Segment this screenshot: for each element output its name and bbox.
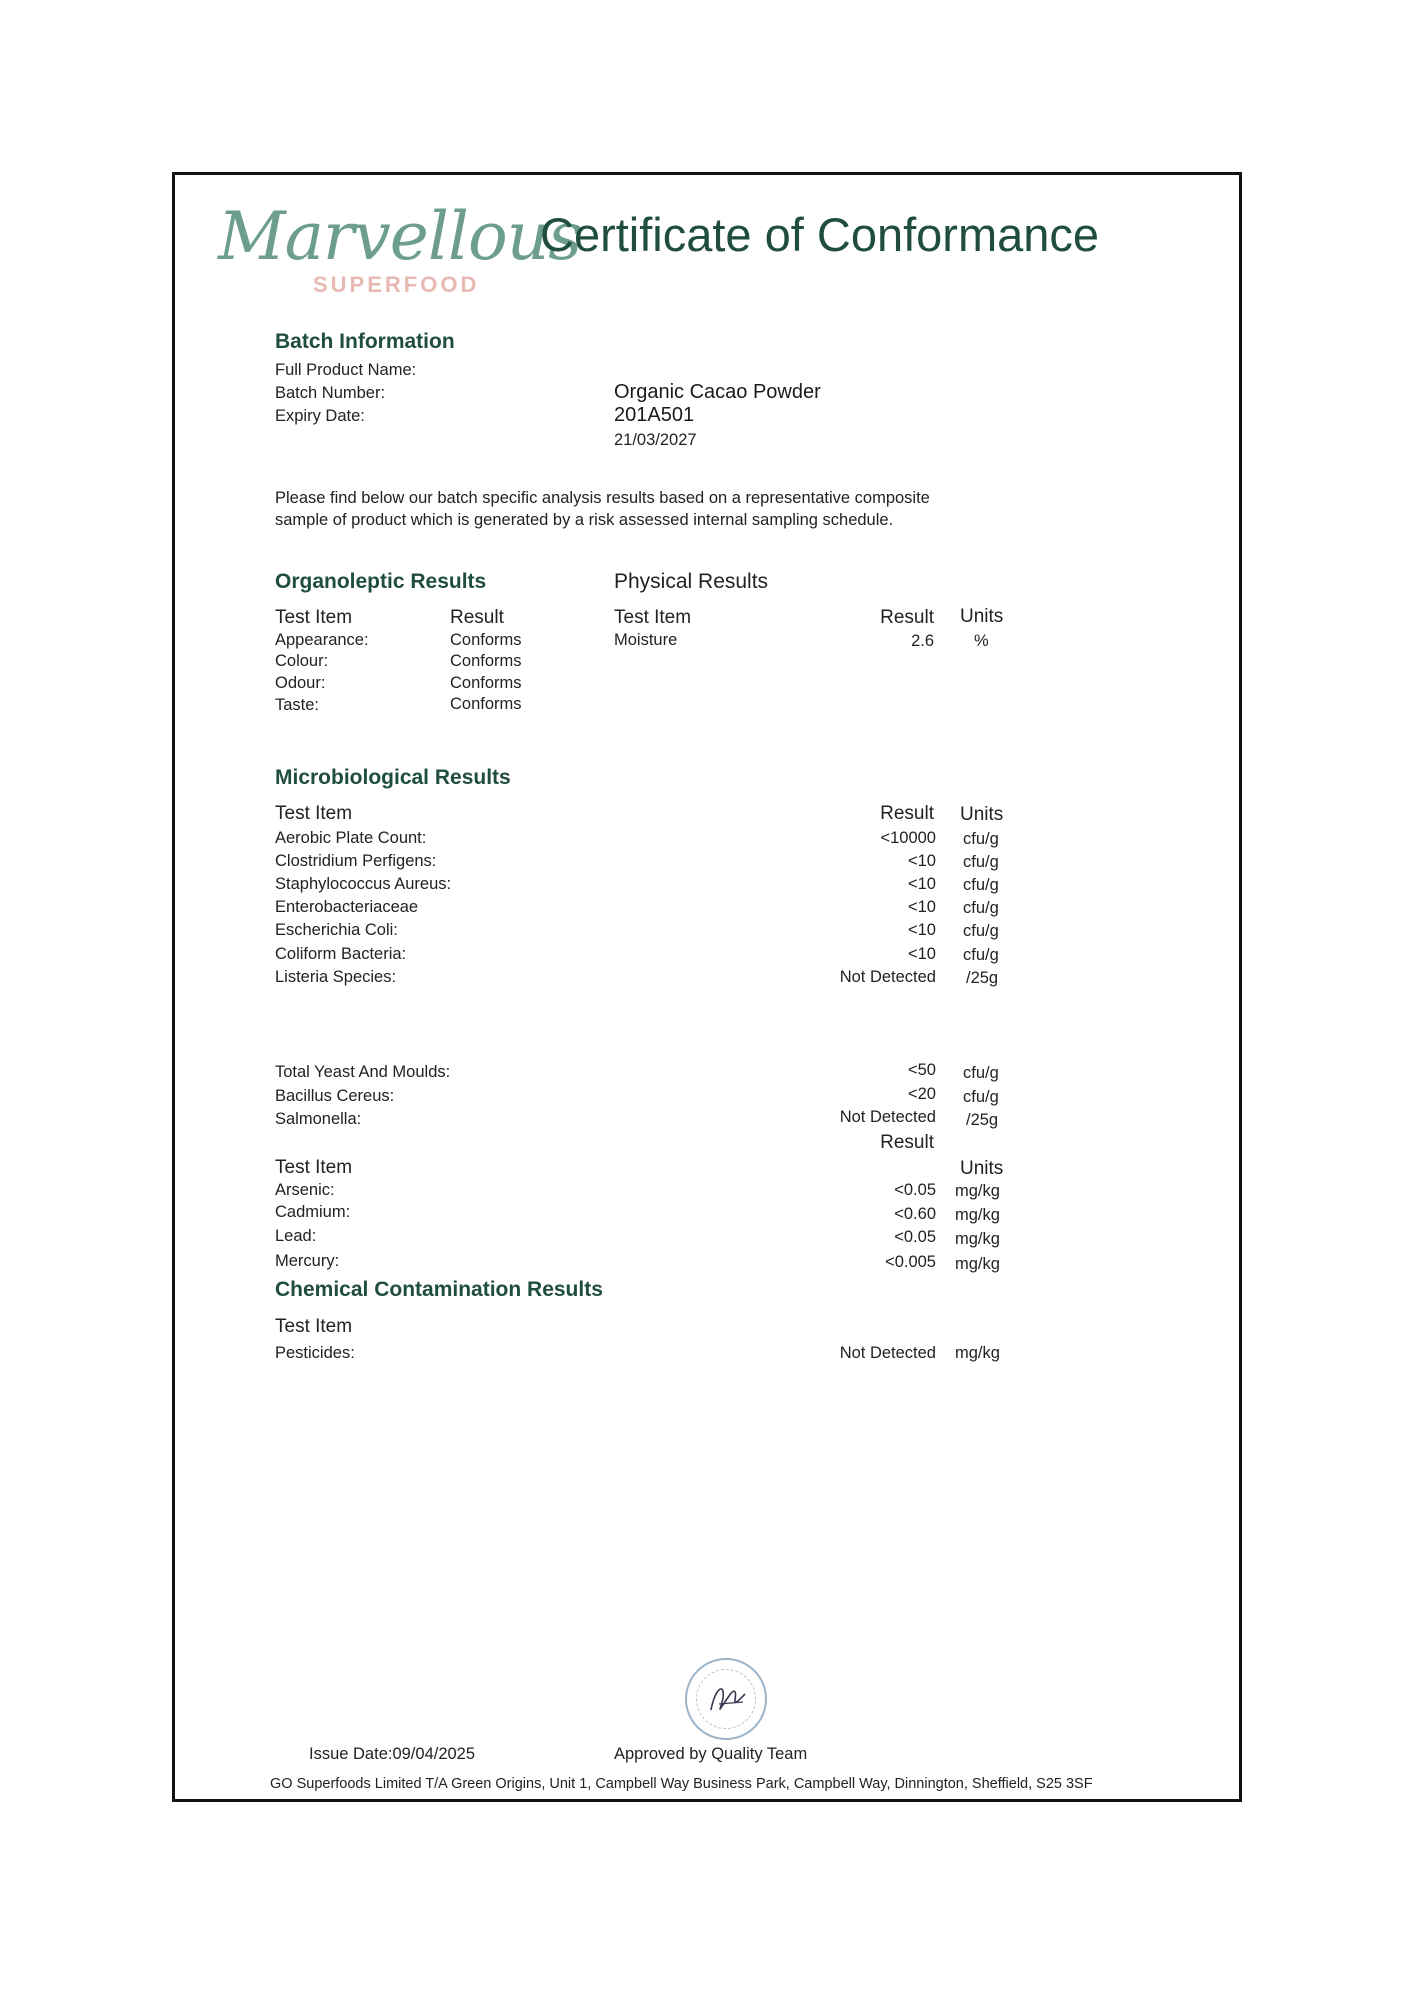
table-row-item: Coliform Bacteria:: [275, 945, 407, 963]
table-row-units: cfu/g: [963, 922, 999, 940]
table-row-item: Odour:: [275, 674, 326, 692]
table-row-item: Listeria Species:: [275, 968, 397, 986]
table-row-units: cfu/g: [963, 1088, 999, 1106]
table-row-result: <10: [908, 875, 936, 893]
label-expiry-date: Expiry Date:: [275, 407, 365, 425]
table-row-result: 2.6: [911, 632, 934, 650]
metals-col-result: Result: [880, 1132, 934, 1153]
physical-col-result: Result: [880, 607, 934, 628]
physical-heading: Physical Results: [614, 570, 769, 593]
expiry-date-value: 21/03/2027: [614, 431, 697, 449]
table-row-item: Taste:: [275, 696, 320, 714]
logo-subtitle: SUPERFOOD: [313, 272, 480, 297]
table-row-units: /25g: [966, 969, 999, 987]
table-row-item: Mercury:: [275, 1252, 340, 1270]
product-name-value: Organic Cacao Powder: [614, 381, 821, 403]
table-row-item: Staphylococcus Aureus:: [275, 875, 452, 893]
micro-col-units: Units: [960, 804, 1004, 825]
table-row-result: <10: [908, 945, 936, 963]
metals-col-item: Test Item: [275, 1157, 353, 1178]
company-address: GO Superfoods Limited T/A Green Origins, Unit 1, Campbell Way Business Park, Campbell Way, Dinnington, Sheffield, S25 3SF: [270, 1776, 1093, 1792]
table-row-result: <0.05: [894, 1181, 936, 1199]
organoleptic-heading: Organoleptic Results: [275, 570, 487, 593]
table-row-units: cfu/g: [963, 876, 999, 894]
organoleptic-col-result: Result: [450, 607, 504, 628]
table-row-units: mg/kg: [955, 1230, 1000, 1248]
table-row-item: Pesticides:: [275, 1344, 355, 1362]
table-row-units: cfu/g: [963, 946, 999, 964]
metals-col-units: Units: [960, 1158, 1004, 1179]
table-row-result: Conforms: [450, 674, 522, 692]
table-row-item: Clostridium Perfigens:: [275, 852, 437, 870]
table-row-units: %: [974, 632, 989, 650]
table-row-item: Aerobic Plate Count:: [275, 829, 427, 847]
chemical-heading: Chemical Contamination Results: [275, 1278, 603, 1301]
table-row-result: Not Detected: [839, 968, 936, 986]
table-row-result: <20: [908, 1085, 936, 1103]
table-row-item: Lead:: [275, 1227, 317, 1245]
table-row-result: <0.05: [894, 1228, 936, 1246]
intro-line-2: sample of product which is generated by a risk assessed internal sampling schedule.: [275, 511, 894, 529]
signature-icon: [685, 1658, 767, 1740]
table-row-result: <10000: [880, 829, 936, 847]
intro-line-1: Please find below our batch specific analysis results based on a representative composite: [275, 489, 930, 507]
microbiological-heading: Microbiological Results: [275, 766, 511, 789]
table-row-item: Arsenic:: [275, 1181, 335, 1199]
table-row-item: Cadmium:: [275, 1203, 351, 1221]
table-row-result: <10: [908, 852, 936, 870]
batch-number-value: 201A501: [614, 404, 695, 426]
quality-seal-icon: [685, 1658, 767, 1740]
issue-date: Issue Date:09/04/2025: [309, 1745, 476, 1763]
page-title: Certificate of Conformance: [540, 208, 1100, 261]
table-row-result: <0.005: [885, 1253, 936, 1271]
table-row-result: Not Detected: [839, 1108, 936, 1126]
table-row-result: Conforms: [450, 652, 522, 670]
table-row-item: Total Yeast And Moulds:: [275, 1063, 451, 1081]
micro-col-item: Test Item: [275, 803, 353, 824]
table-row-units: mg/kg: [955, 1255, 1000, 1273]
table-row-units: mg/kg: [955, 1344, 1000, 1362]
table-row-result: <10: [908, 898, 936, 916]
organoleptic-col-item: Test Item: [275, 607, 353, 628]
micro-col-result: Result: [880, 803, 934, 824]
label-batch-number: Batch Number:: [275, 384, 386, 402]
table-row-result: <10: [908, 921, 936, 939]
label-full-product-name: Full Product Name:: [275, 361, 417, 379]
table-row-item: Bacillus Cereus:: [275, 1087, 395, 1105]
table-row-units: cfu/g: [963, 1064, 999, 1082]
table-row-result: Conforms: [450, 695, 522, 713]
table-row-item: Moisture: [614, 631, 678, 649]
table-row-item: Appearance:: [275, 631, 369, 649]
chemical-col-item: Test Item: [275, 1316, 353, 1337]
table-row-units: mg/kg: [955, 1182, 1000, 1200]
physical-col-item: Test Item: [614, 607, 692, 628]
table-row-units: cfu/g: [963, 853, 999, 871]
table-row-result: <50: [908, 1061, 936, 1079]
physical-col-units: Units: [960, 606, 1004, 627]
logo-wordmark: Marvellous: [218, 198, 582, 275]
table-row-units: cfu/g: [963, 899, 999, 917]
table-row-item: Salmonella:: [275, 1110, 362, 1128]
approved-by: Approved by Quality Team: [614, 1745, 808, 1763]
table-row-result: Conforms: [450, 631, 522, 649]
batch-heading: Batch Information: [275, 330, 455, 353]
table-row-item: Colour:: [275, 652, 329, 670]
table-row-item: Enterobacteriaceae: [275, 898, 419, 916]
table-row-item: Escherichia Coli:: [275, 921, 398, 939]
table-row-units: cfu/g: [963, 830, 999, 848]
table-row-units: mg/kg: [955, 1206, 1000, 1224]
table-row-result: Not Detected: [839, 1344, 936, 1362]
table-row-units: /25g: [966, 1111, 999, 1129]
table-row-result: <0.60: [894, 1205, 936, 1223]
